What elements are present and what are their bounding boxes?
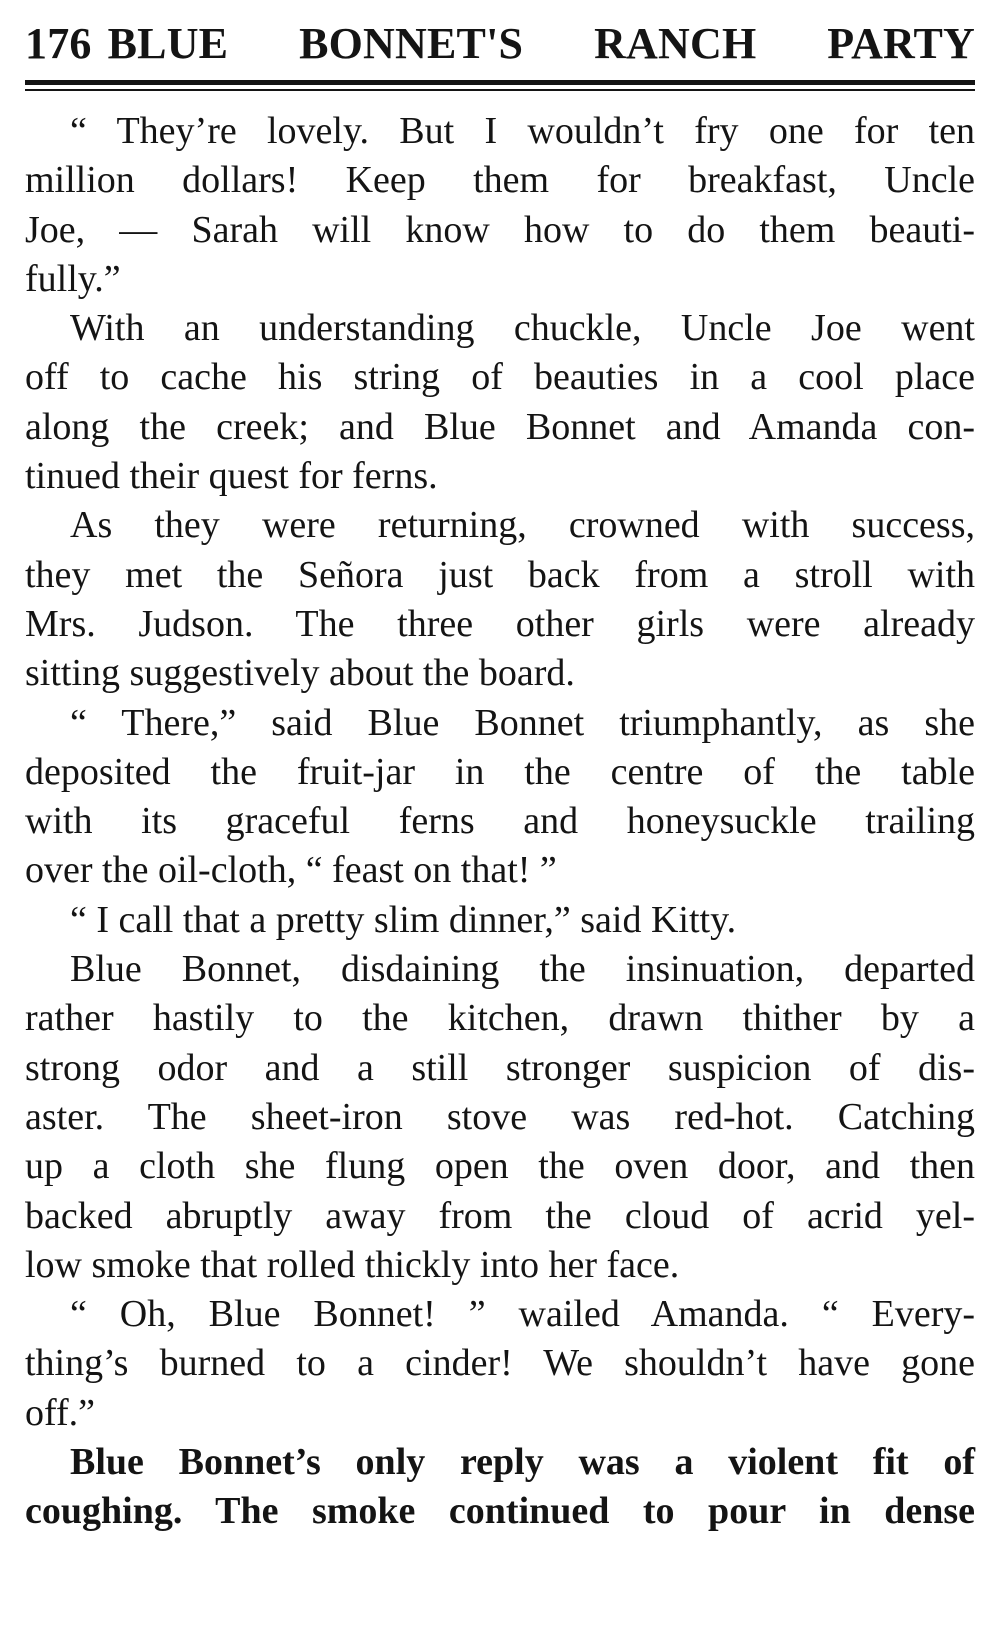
text-line: backed abruptly away from the cloud of acrid yel-	[25, 1194, 975, 1237]
text-line: “ There,” said Blue Bonnet triumphantly, as she	[70, 701, 975, 744]
text-line: they met the Señora just back from a stroll with	[25, 553, 975, 596]
text-line: over the oil-cloth, “ feast on that! ”	[25, 849, 557, 892]
header-rule	[25, 80, 975, 93]
text-line: sitting suggestively about the board.	[25, 652, 575, 695]
text-line: Joe, — Sarah will know how to do them beauti-	[25, 208, 975, 251]
book-title: BLUE BONNET'S RANCH PARTY	[107, 19, 975, 68]
text-line: deposited the fruit-jar in the centre of the table	[25, 750, 975, 793]
text-line: rather hastily to the kitchen, drawn thither by a	[25, 997, 975, 1040]
header-rule-thick	[25, 80, 975, 85]
text-line: along the creek; and Blue Bonnet and Amanda con-	[25, 405, 975, 448]
text-line: million dollars! Keep them for breakfast, Uncle	[25, 159, 975, 202]
text-line: tinued their quest for ferns.	[25, 455, 438, 498]
text-line: “ I call that a pretty slim dinner,” said Kitty.	[70, 898, 737, 941]
text-line: strong odor and a still stronger suspicion of dis-	[25, 1046, 975, 1089]
text-line: with its graceful ferns and honeysuckle trailing	[25, 800, 975, 843]
text-line: up a cloth she flung open the oven door, and then	[25, 1145, 975, 1188]
text-line: With an understanding chuckle, Uncle Joe went	[70, 307, 975, 350]
book-page	[25, 14, 975, 1537]
text-line: off to cache his string of beauties in a cool place	[25, 356, 975, 399]
text-line: off.”	[25, 1391, 95, 1434]
page-number: 176	[25, 19, 92, 68]
text-line: low smoke that rolled thickly into her face.	[25, 1243, 680, 1286]
text-line: As they were returning, crowned with success,	[70, 504, 975, 547]
text-line: Blue Bonnet, disdaining the insinuation, departed	[70, 948, 975, 991]
body-text	[25, 107, 975, 1537]
text-line: Mrs. Judson. The three other girls were already	[25, 602, 975, 645]
running-head	[25, 14, 975, 76]
header-rule-thin	[25, 89, 975, 91]
text-line: coughing. The smoke continued to pour in dense	[25, 1490, 975, 1533]
text-line: Blue Bonnet’s only reply was a violent fit of	[70, 1441, 975, 1484]
text-line: “ They’re lovely. But I wouldn’t fry one for ten	[70, 110, 975, 152]
text-line: thing’s burned to a cinder! We shouldn’t have gone	[25, 1342, 975, 1385]
text-line: fully.”	[25, 257, 121, 300]
text-line: aster. The sheet-iron stove was red-hot. Catching	[25, 1095, 975, 1138]
text-line: “ Oh, Blue Bonnet! ” wailed Amanda. “ Every-	[70, 1293, 975, 1336]
